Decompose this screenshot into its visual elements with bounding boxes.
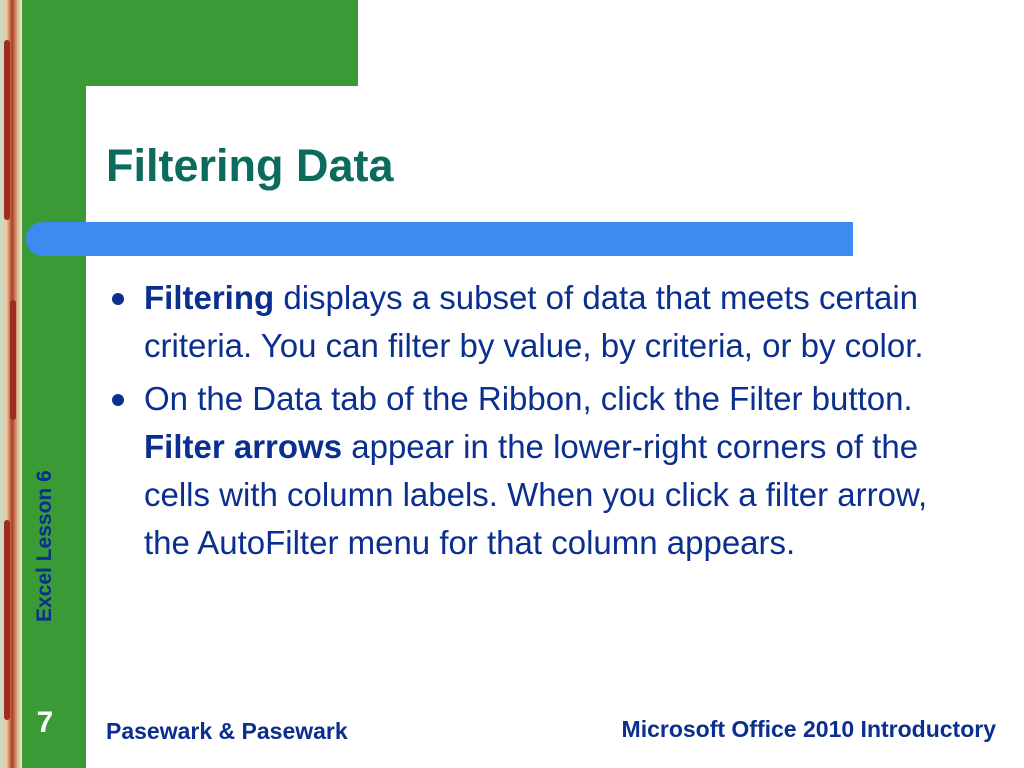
footer-course: Microsoft Office 2010 Introductory bbox=[621, 716, 996, 742]
bullet-bold-term: Filter arrows bbox=[144, 428, 343, 465]
bullet-bold-term: Filtering bbox=[144, 279, 275, 316]
bullet-list bbox=[106, 274, 956, 572]
decorative-image-strip bbox=[0, 0, 22, 768]
bullet-text: appear in the lower-right corners of the cells with column labels. When you click a filter arrow, the AutoFilter menu for that column appears. bbox=[144, 428, 928, 561]
slide-title: Filtering Data bbox=[106, 140, 394, 191]
green-top-block bbox=[22, 0, 358, 86]
green-side-bar bbox=[22, 0, 86, 768]
title-underline-bar bbox=[26, 222, 853, 256]
decorative-vein bbox=[10, 300, 16, 420]
footer-author: Pasewark & Pasewark bbox=[106, 718, 348, 744]
page-number: 7 bbox=[36, 706, 54, 739]
bullet-dot-icon bbox=[112, 394, 124, 406]
rounded-corner bbox=[86, 86, 146, 146]
lesson-side-label: Excel Lesson 6 bbox=[33, 470, 56, 622]
bullet-text: displays a subset of data that meets certain criteria. You can filter by value, by criteria, or by color. bbox=[144, 279, 924, 364]
decorative-vein bbox=[4, 40, 10, 220]
bullet-dot-icon bbox=[112, 293, 124, 305]
bullet-item bbox=[106, 375, 956, 567]
bullet-item bbox=[106, 274, 956, 370]
decorative-vein bbox=[4, 520, 10, 720]
bullet-text: On the Data tab of the Ribbon, click the Filter button. bbox=[144, 380, 913, 417]
